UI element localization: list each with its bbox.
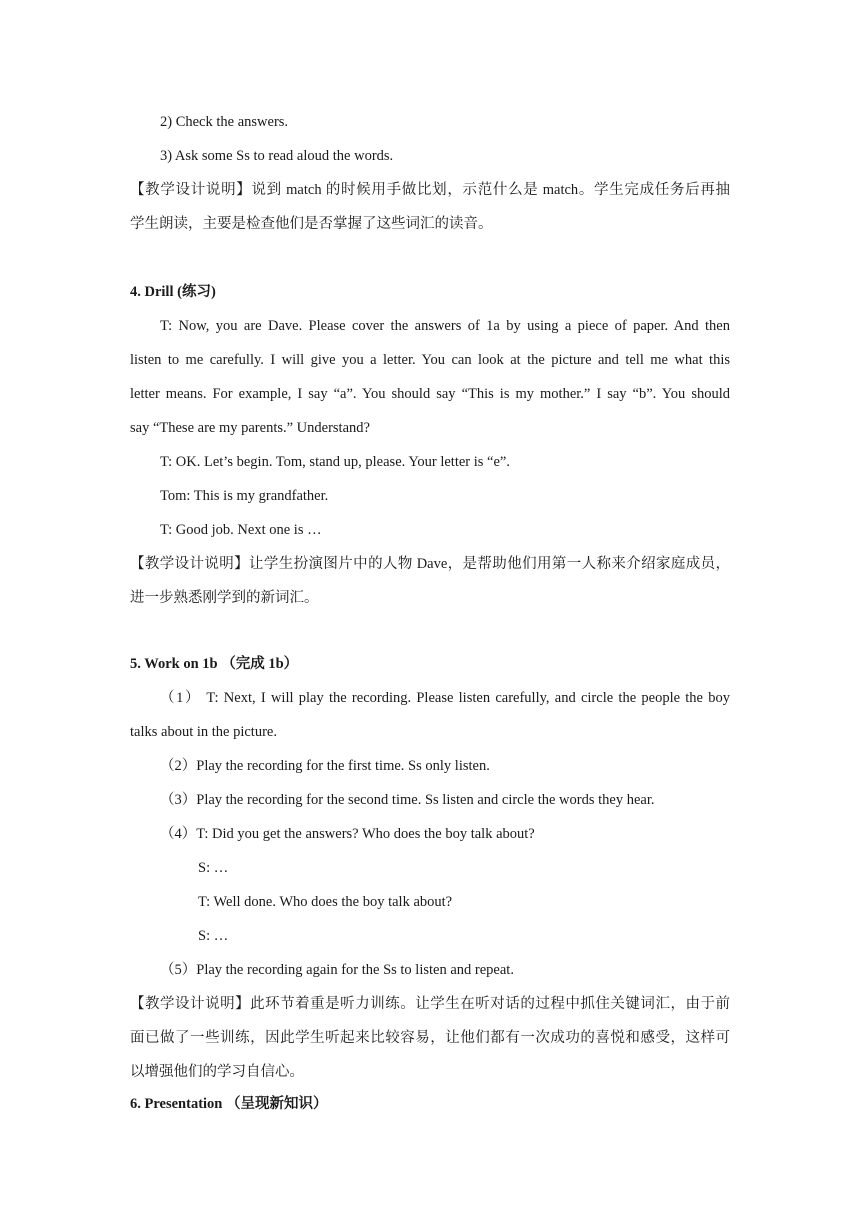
dialogue-line: S: … bbox=[198, 928, 229, 944]
drill-paragraph-line: listen to me carefully. I will give you a letter. You can look at the picture and tell me what this bbox=[130, 352, 730, 368]
drill-paragraph-line: letter means. For example, I say “a”. You should say “This is my mother.” I say “b”. You should bbox=[130, 386, 730, 402]
step-line: （2）Play the recording for the first time. Ss only listen. bbox=[160, 758, 490, 774]
step-line: talks about in the picture. bbox=[130, 724, 277, 740]
drill-dialogue-line: T: OK. Let’s begin. Tom, stand up, please. Your letter is “e”. bbox=[160, 454, 510, 470]
section-heading-work-1b: 5. Work on 1b （完成 1b） bbox=[130, 656, 299, 672]
dialogue-line: T: Well done. Who does the boy talk about? bbox=[198, 894, 453, 910]
step-check-answers: 2) Check the answers. bbox=[160, 114, 289, 130]
step-read-aloud: 3) Ask some Ss to read aloud the words. bbox=[160, 148, 394, 164]
design-note-line: 以增强他们的学习自信心。 bbox=[130, 1064, 304, 1080]
design-note-line: 【教学设计说明】让学生扮演图片中的人物 Dave，是帮助他们用第一人称来介绍家庭成员， bbox=[130, 556, 730, 572]
section-heading-drill: 4. Drill (练习) bbox=[130, 284, 216, 300]
drill-dialogue-line: Tom: This is my grandfather. bbox=[160, 488, 329, 504]
drill-paragraph-line: T: Now, you are Dave. Please cover the answers of 1a by using a piece of paper. And then bbox=[160, 318, 730, 334]
design-note-line: 学生朗读，主要是检查他们是否掌握了这些词汇的读音。 bbox=[130, 216, 493, 232]
drill-paragraph-line: say “These are my parents.” Understand? bbox=[130, 420, 370, 436]
drill-dialogue-line: T: Good job. Next one is … bbox=[160, 522, 322, 538]
step-line: （5）Play the recording again for the Ss to listen and repeat. bbox=[160, 962, 514, 978]
design-note-line: 【教学设计说明】此环节着重是听力训练。让学生在听对话的过程中抓住关键词汇，由于前 bbox=[130, 996, 730, 1012]
dialogue-line: S: … bbox=[198, 860, 229, 876]
step-line: （1） T: Next, I will play the recording. Please listen carefully, and circle the people the boy bbox=[160, 690, 730, 706]
step-line: （3）Play the recording for the second time. Ss listen and circle the words they hear. bbox=[160, 792, 655, 808]
design-note-line: 【教学设计说明】说到 match 的时候用手做比划，示范什么是 match。学生完成任务后再抽 bbox=[130, 182, 730, 198]
section-heading-presentation: 6. Presentation （呈现新知识） bbox=[130, 1096, 328, 1112]
design-note-line: 进一步熟悉刚学到的新词汇。 bbox=[130, 590, 319, 606]
step-line: （4）T: Did you get the answers? Who does the boy talk about? bbox=[160, 826, 535, 842]
design-note-line: 面已做了一些训练，因此学生听起来比较容易，让他们都有一次成功的喜悦和感受，这样可 bbox=[130, 1030, 730, 1046]
